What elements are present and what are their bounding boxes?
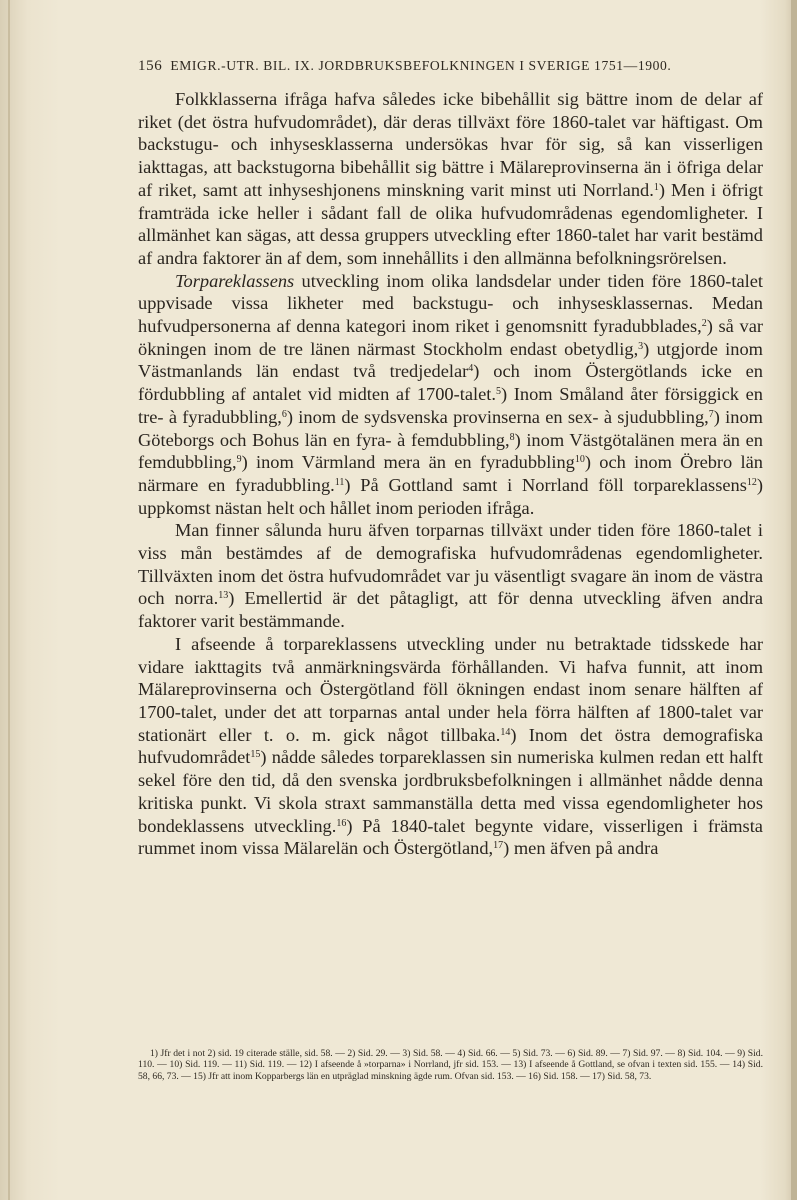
- text-run: I afseende å torpareklassens utveckling under nu betraktade tidsskede har vidare iakttagits två anmärkningsvärda förhållanden. Vi hafva funnit, att inom Mälareprovinserna och Östergötland föll ökningen endast inom senare hälften af 1700-talet, under det att torparnas antal under hela förra hälften af 1800-talet var stationärt eller t. o. m. gick något tillbaka.: [138, 633, 763, 745]
- paragraph: [138, 519, 763, 633]
- footnote-ref: 16: [336, 817, 347, 829]
- text-run: ) nådde således torpareklassen sin numeriska kulmen redan ett halft sekel före den tid, då den svenska jordbruksbefolkningen i allmänhet nådde denna kritiska punkt. Vi skola straxt sammanställa detta med vissa egendomligheter hos bondeklassens utveckling.: [138, 747, 763, 836]
- running-title: EMIGR.-UTR. BIL. IX. JORDBRUKSBEFOLKNINGEN I SVERIGE 1751—1900.: [170, 58, 672, 73]
- footnote-ref: 11: [334, 476, 345, 488]
- text-run: Folkklasserna ifråga hafva således icke bibehållit sig bättre inom de delar af riket (det östra hufvudområdet), där deras tillväxt före 1860-talet var häftigast. Om backstugu- och inhysesklasserna undersökas hvar för sig, så kan visserligen iakttagas, att backstugorna bibehållit sig bättre i Mälareprovinserna än i öfriga delar af riket, samt att inhyseshjonens minskning varit minst uti Norrland.: [138, 89, 763, 200]
- page-number: 156: [138, 58, 163, 74]
- footnote-ref: 15: [250, 749, 261, 761]
- text-run: ) utgjorde inom Västmanlands län endast två tredjedelar: [138, 338, 763, 382]
- text-run: utveckling inom olika landsdelar under tiden före 1860-talet uppvisade vissa likheter med backstugu- och inhysesklassernas. Medan hufvudpersonerna af denna kategori inom riket i genomsnitt fyradubblades,: [138, 270, 763, 337]
- text-run: ) och inom Östergötlands icke en fördubbling af antalet vid midten af 1700-talet.: [138, 361, 764, 405]
- text-run: ) inom Värmland mera än en fyradubbling: [241, 452, 575, 473]
- footnote-ref: 13: [218, 590, 229, 602]
- body-text: [138, 88, 763, 860]
- paragraph: [138, 88, 763, 270]
- footnote-ref: 3: [638, 340, 644, 352]
- footnote-ref: 10: [574, 454, 585, 466]
- footnote-ref: 6: [281, 408, 287, 420]
- text-run: ) inom de sydsvenska provinserna en sex- à sjudubbling,: [286, 406, 709, 427]
- text-run: ) Inom det östra demografiska hufvudområdet: [138, 724, 764, 768]
- text-run: ) men äfven på andra: [503, 838, 659, 859]
- text-run: ) inom Västgötalänen mera än en femdubbling,: [138, 429, 763, 473]
- text-run: ) och inom Örebro län närmare en fyradubbling.: [138, 452, 763, 495]
- running-header: [138, 58, 763, 75]
- footnote-ref: 5: [496, 386, 501, 398]
- italic-term: Torpareklassens: [175, 270, 295, 291]
- page-edge: [791, 0, 797, 1200]
- text-run: ) På Gottland samt i Norrland föll torpareklassens: [344, 474, 747, 495]
- text-run: ) Men i öfrigt framträda icke heller i sådant fall de olika hufvudområdenas egendomligheter. I allmänhet kan sägas, att dessa gruppers utveckling efter 1860-talet har varit bestämd af andra faktorer än af dem, som innehållits i den allmänna befolkningsrörelsen.: [138, 179, 763, 268]
- paragraph: [138, 270, 763, 520]
- footnote-ref: 7: [708, 408, 714, 420]
- footnote-ref: 14: [500, 726, 511, 738]
- text-run: ) så var ökningen inom de tre länen närmast Stockholm endast obetydlig,: [138, 316, 763, 359]
- paragraph: [138, 633, 763, 860]
- footnote-ref: 1: [653, 181, 659, 193]
- binding-gutter: [8, 0, 10, 1200]
- text-run: Man finner sålunda huru äfven torparnas tillväxt under tiden före 1860-talet i viss mån bestämdes af de demografiska hufvudområdenas egendomligheter. Tillväxten inom det östra hufvudområdet var ju väsentligt svagare än inom de västra och norra.: [138, 520, 763, 609]
- footnotes: [138, 1048, 763, 1082]
- footnote-text: 1) Jfr det i not 2) sid. 19 citerade ställe, sid. 58. — 2) Sid. 29. — 3) Sid. 58. — 4) Sid. 66. — 5) Sid. 73. — 6) Sid. 89. — 7) Sid. 97. — 8) Sid. 104. — 9) Sid. 110. — 10) Sid. 119. — 11) Sid. 119. — 12) I afseende å »torparna» i Norrland, jfr sid. 153. — 13) I afseende å Gottland, se ofvan i texten sid. 155. — 14) Sid. 58, 66, 73. — 15) Jfr att inom Kopparbergs län en utpräglad minskning ägde rum. Ofvan sid. 153. — 16) Sid. 158. — 17) Sid. 58, 73.: [138, 1048, 763, 1082]
- footnote-ref: 17: [493, 840, 504, 852]
- text-run: ) Inom Småland åter försiggick en tre- à fyradubbling,: [138, 384, 763, 427]
- footnote-ref: 8: [509, 431, 515, 443]
- text-run: ) Emellertid är det påtagligt, att för denna utveckling äfven andra faktorer varit bestämmande.: [138, 588, 763, 632]
- footnote-ref: 2: [701, 318, 707, 330]
- footnote-ref: 4: [468, 363, 474, 375]
- footnote-ref: 9: [236, 454, 242, 466]
- text-run: ) inom Göteborgs och Bohus län en fyra- à femdubbling,: [138, 406, 763, 450]
- footnote-ref: 12: [746, 476, 757, 488]
- text-run: ) På 1840-talet begynte vidare, visserligen i främsta rummet inom vissa Mälarelän och Östergötland,: [138, 815, 763, 859]
- text-run: ) uppkomst nästan helt och hållet inom perioden ifråga.: [138, 474, 763, 518]
